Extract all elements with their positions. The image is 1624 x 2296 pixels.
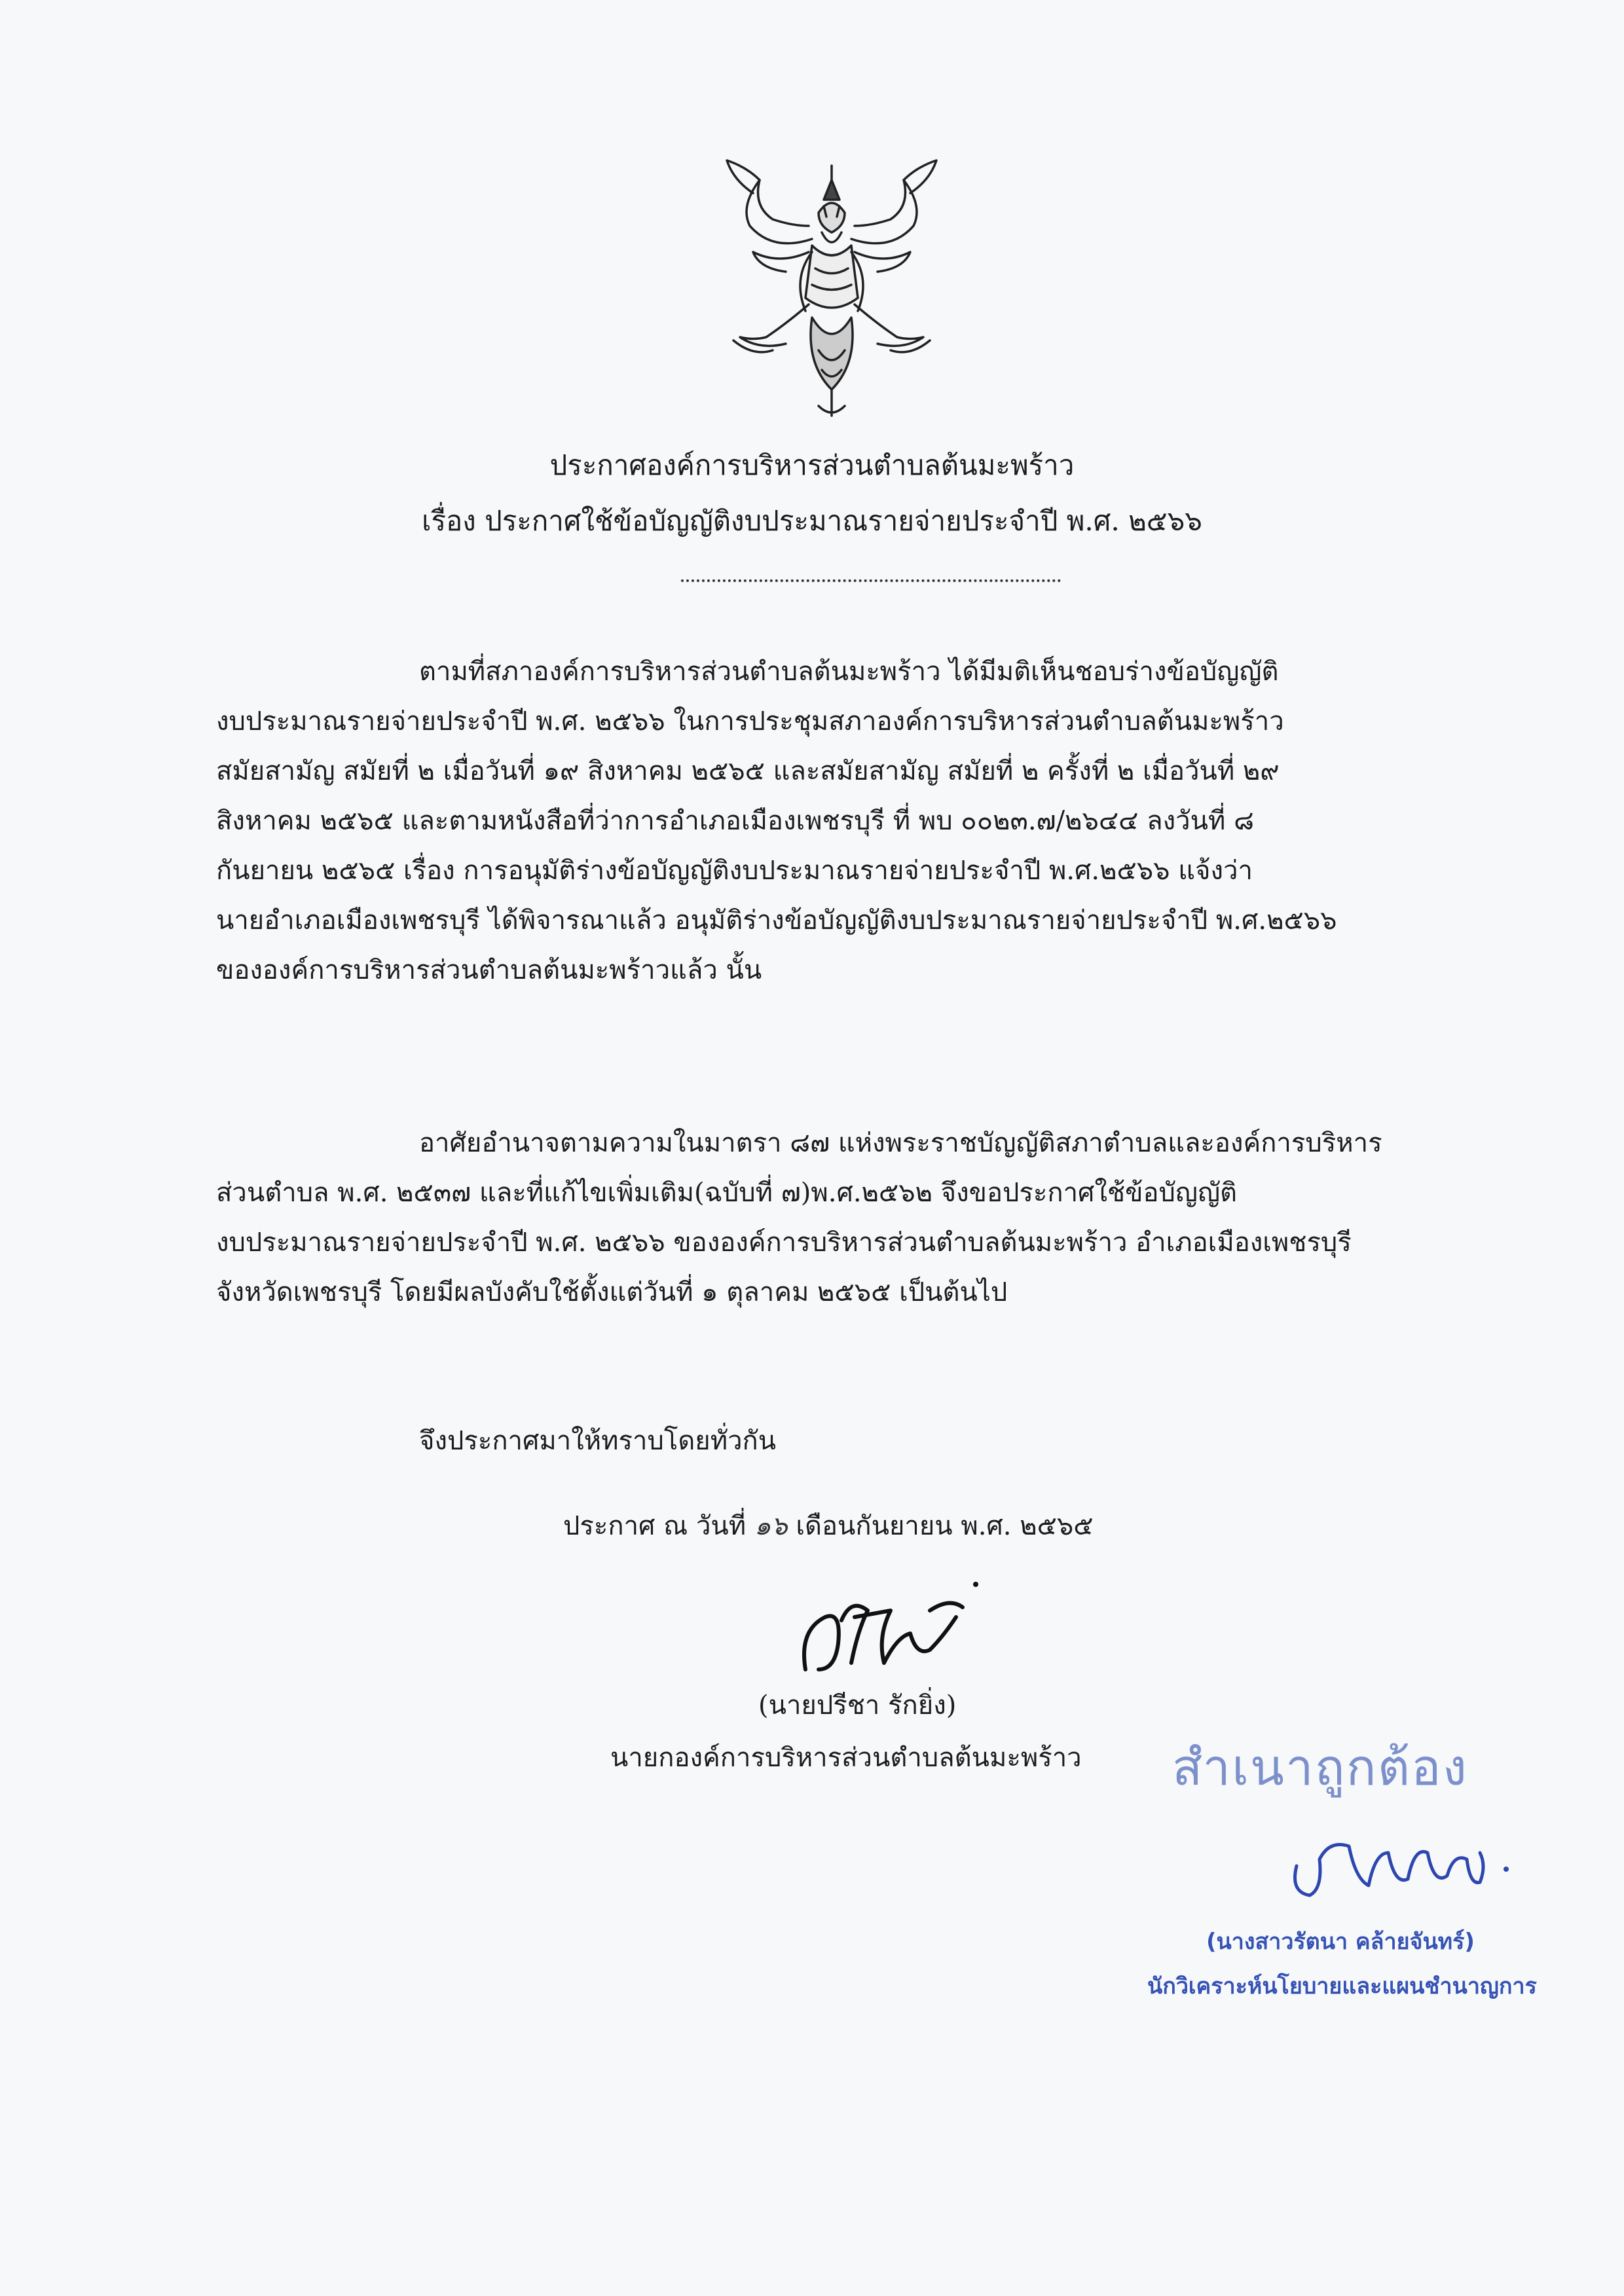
certified-copy-stamp: สำเนาถูกต้อง (1172, 1738, 1468, 1796)
paragraph-line: นายอำเภอเมืองเพชรบุรี ได้พิจารณาแล้ว อนุมัติร่างข้อบัญญัติงบประมาณรายจ่ายประจำปี พ.ศ.๒๕๖๖ (216, 905, 1337, 936)
paragraph-line: สิงหาคม ๒๕๖๕ และตามหนังสือที่ว่าการอำเภอเมืองเพชรบุรี ที่ พบ ๐๐๒๓.๗/๒๖๔๔ ลงวันที่ ๘ (216, 806, 1254, 836)
paragraph-line: อาศัยอำนาจตามความในมาตรา ๘๗ แห่งพระราชบัญญัติสภาตำบลและองค์การบริหาร (419, 1128, 1382, 1158)
title-divider (681, 579, 1061, 582)
document-subject: เรื่อง ประกาศใช้ข้อบัญญัติงบประมาณรายจ่ายประจำปี พ.ศ. ๒๕๖๖ (422, 505, 1202, 537)
announcement-date (563, 1504, 1094, 1546)
document-title: ประกาศองค์การบริหารส่วนตำบลต้นมะพร้าว (549, 449, 1075, 481)
mayor-name: (นายปรีชา รักยิ่ง) (758, 1690, 957, 1721)
certifier-signature (1283, 1813, 1519, 1912)
date-day-handwritten: ๑๖ (754, 1511, 788, 1541)
date-suffix: เดือนกันยายน พ.ศ. ๒๕๖๕ (796, 1511, 1094, 1541)
certifier-position: นักวิเคราะห์นโยบายและแผนชำนาญการ (1147, 1973, 1537, 1999)
paragraph-2 (216, 1118, 1506, 1317)
closing-statement: จึงประกาศมาให้ทราบโดยทั่วกัน (419, 1426, 777, 1456)
paragraph-line: กันยายน ๒๕๖๕ เรื่อง การอนุมัติร่างข้อบัญญัติงบประมาณรายจ่ายประจำปี พ.ศ.๒๕๖๖ แจ้งว่า (216, 856, 1253, 886)
paragraph-line: สมัยสามัญ สมัยที่ ๒ เมื่อวันที่ ๑๙ สิงหาคม ๒๕๖๕ และสมัยสามัญ สมัยที่ ๒ ครั้งที่ ๒ เมื่อวันที่ ๒๙ (216, 756, 1280, 786)
paragraph-line: งบประมาณรายจ่ายประจำปี พ.ศ. ๒๕๖๖ ในการประชุมสภาองค์การบริหารส่วนตำบลต้นมะพร้าว (216, 706, 1284, 737)
certifier-name: (นางสาวรัตนา คล้ายจันทร์) (1206, 1929, 1475, 1955)
paragraph-line: ส่วนตำบล พ.ศ. ๒๕๓๗ และที่แก้ไขเพิ่มเติม(ฉบับที่ ๗)พ.ศ.๒๕๖๒ จึงขอประกาศใช้ข้อบัญญัติ (216, 1178, 1238, 1208)
mayor-position: นายกองค์การบริหารส่วนตำบลต้นมะพร้าว (610, 1743, 1082, 1773)
paragraph-line: ตามที่สภาองค์การบริหารส่วนตำบลต้นมะพร้าว ได้มีมติเห็นชอบร่างข้อบัญญัติ (419, 657, 1279, 687)
date-prefix: ประกาศ ณ วันที่ (563, 1511, 747, 1541)
paragraph-line: จังหวัดเพชรบุรี โดยมีผลบังคับใช้ตั้งแต่วันที่ ๑ ตุลาคม ๒๕๖๕ เป็นต้นไป (216, 1277, 1008, 1307)
garuda-emblem (714, 154, 950, 422)
paragraph-line: ขององค์การบริหารส่วนตำบลต้นมะพร้าวแล้ว นั้น (216, 955, 762, 985)
paragraph-1 (216, 647, 1506, 995)
mayor-signature (779, 1571, 989, 1683)
paragraph-line: งบประมาณรายจ่ายประจำปี พ.ศ. ๒๕๖๖ ขององค์การบริหารส่วนตำบลต้นมะพร้าว อำเภอเมืองเพชรบุรี (216, 1228, 1352, 1258)
